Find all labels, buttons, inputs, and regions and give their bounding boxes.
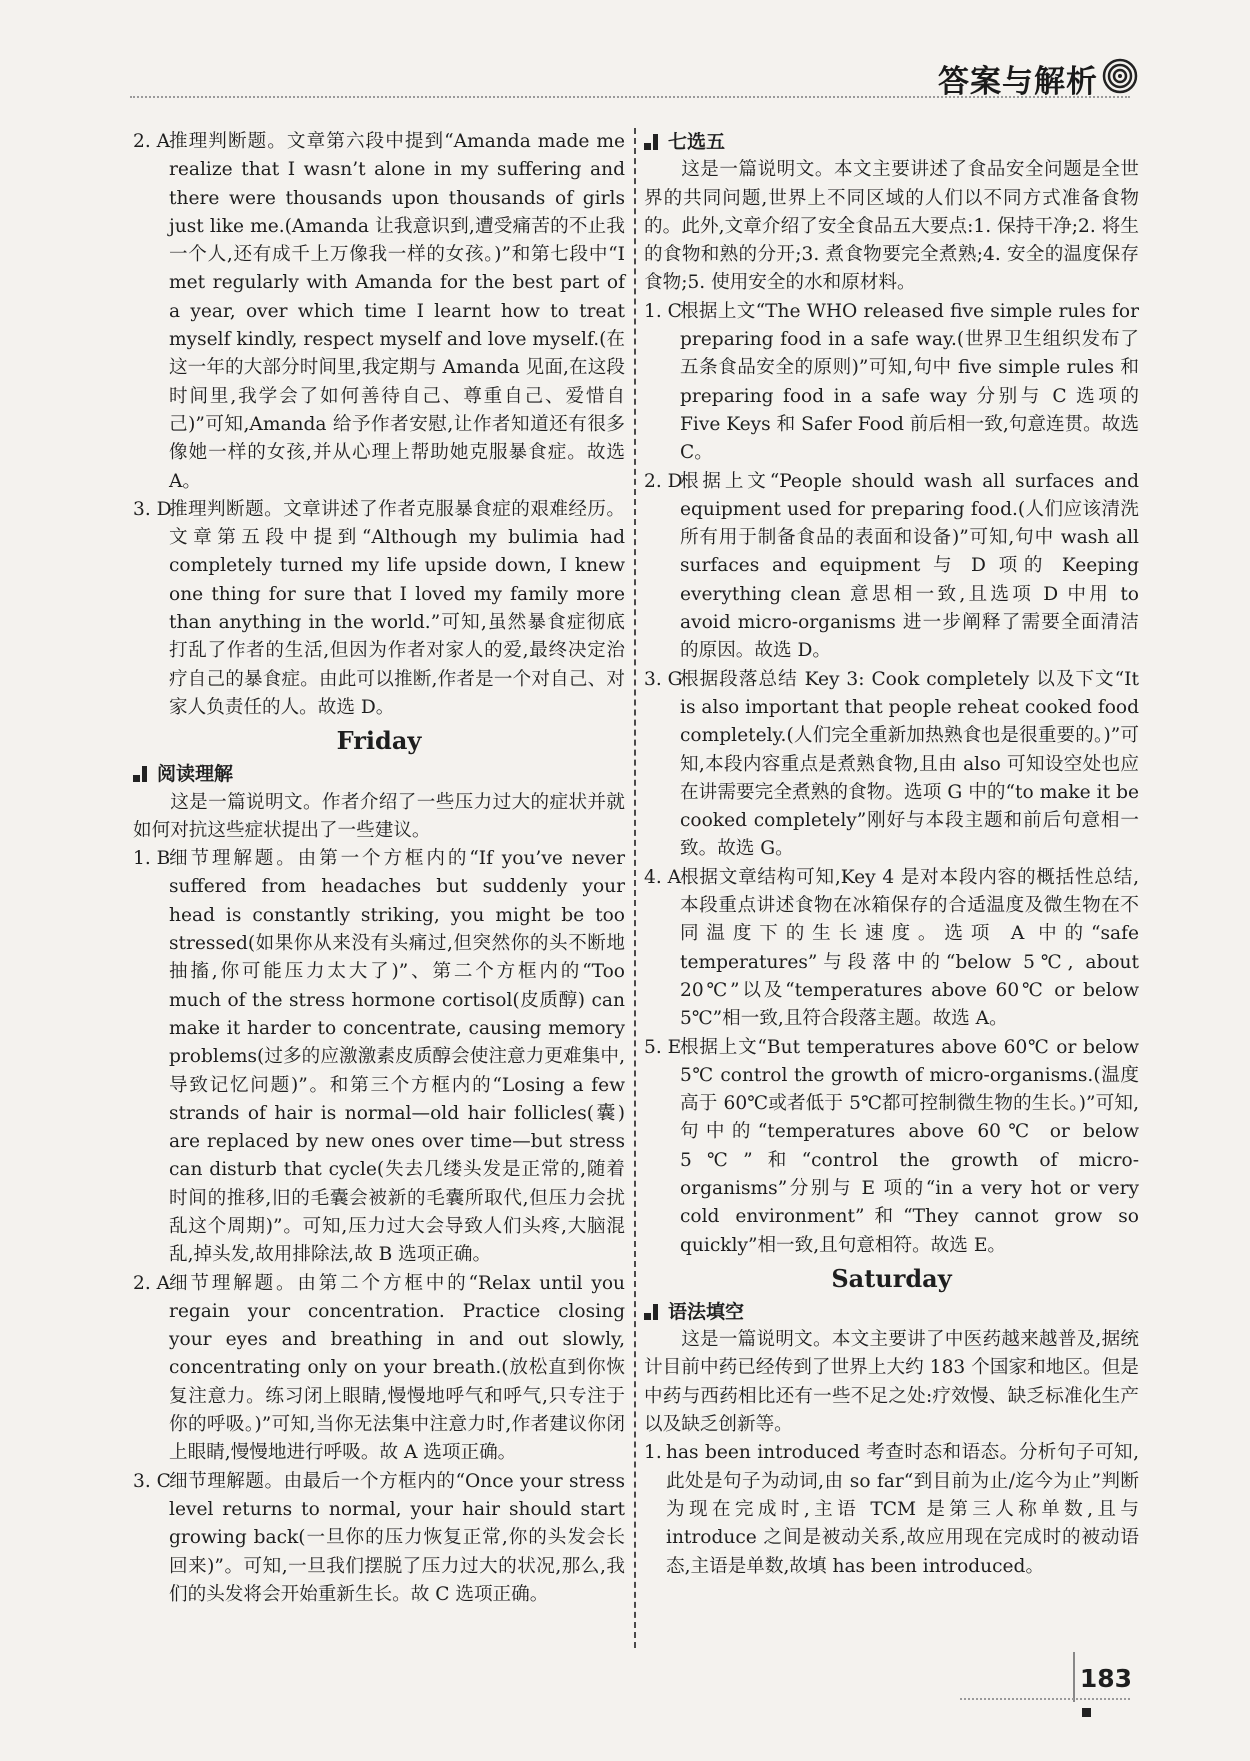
target-icon: [1102, 58, 1138, 94]
answer-item: [644, 468, 1139, 666]
answer-text: 根据上文“But temperatures above 60℃ or below 5℃ control the growth of micro-organisms.(温度高于 60℃或者低于 5℃都可控制微生物的生长。)”可知,句中的“temperatures above 60℃ or below 5℃”和“control the growth of micro-organisms”分别与 E 项的“in a very hot or very cold environment”和“They cannot grow so quickly”相一致,且句意相符。故选 E。: [680, 1036, 1139, 1256]
section-intro: 这是一篇说明文。作者介绍了一些压力过大的症状并就如何对抗这些症状提出了一些建议。: [133, 791, 625, 841]
answer-item: [644, 1034, 1139, 1260]
section-title: 语法填空: [668, 1300, 745, 1323]
section-heading: [644, 1298, 1139, 1326]
answer-text: 根据上文“The WHO released five simple rules for preparing food in a safe way.(世界卫生组织发布了五条食品安全的原则)”可知,句中 five simple rules 和 preparing food in a safe way 分别与 C 选项的 Five Keys 和 Safer Food 前后相一致,句意连贯。故选 C。: [680, 300, 1139, 464]
answer-item: [133, 1270, 625, 1468]
answer-text: 推理判断题。文章第六段中提到“Amanda made me realize that I wasn’t alone in my suffering and there were thousands upon thousands of girls just like me.(Amanda 让我意识到,遭受痛苦的不止我一个人,还有成千上万像我一样的女孩。)”和第七段中“I met regularly with Amanda for the best part of a year, over which time I learnt how to treat myself kindly, respect myself and love myself.(在这一年的大部分时间里,我定期与 Amanda 见面,在这段时间里,我学会了如何善待自己、尊重自己、爱惜自己)”可知,Amanda 给予作者安慰,让作者知道还有很多像她一样的女孩,并从心理上帮助她克服暴食症。故选 A。: [169, 131, 625, 492]
footer-rule: [960, 1698, 1130, 1700]
answer-number: 1. B: [133, 848, 171, 870]
answer-text: 细节理解题。由第二个方框中的“Relax until you regain your concentration. Practice closing your eyes and breathing in and out slowly, concentrating only on your breath.(放松直到你恢复注意力。练习闭上眼睛,慢慢地呼气和呼气,只专注于你的呼吸。)”可知,当你无法集中注意力时,作者建议你闭上眼睛,慢慢地进行呼吸。故 A 选项正确。: [169, 1272, 625, 1464]
answer-text: 细节理解题。由最后一个方框内的“Once your stress level returns to normal, your hair should start growing back(一旦你的压力恢复正常,你的头发会长回来)”。可知,一旦我们摆脱了压力过大的状况,那么,我们的头发将会开始重新生长。故 C 选项正确。: [169, 1470, 625, 1605]
answer-text: 推理判断题。文章讲述了作者克服暴食症的艰难经历。文章第五段中提到“Although my bulimia had completely turned my life upside down, I knew one thing for sure that I loved my family more than anything in the world.”可知,虽然暴食症彻底打乱了作者的生活,但因为作者对家人的爱,最终决定治疗自己的暴食症。由此可以推断,作者是一个对自己、对家人负责任的人。故选 D。: [169, 498, 625, 718]
answer-text: 根据上文“People should wash all surfaces and equipment used for preparing food.(人们应该清洗所有用于制备食品的表面和设备)”可知,句中 wash all surfaces and equipment 与 D 项的 Keeping everything clean 意思相一致,且选项 D 中用 to avoid micro-organisms 进一步阐释了需要全面清洁的原因。故选 D。: [680, 470, 1139, 662]
section-intro: 这是一篇说明文。本文主要讲了中医药越来越普及,据统计目前中药已经传到了世界上大约 183 个国家和地区。但是中药与西药相比还有一些不足之处:疗效慢、缺乏标准化生产以及缺乏创新等。: [644, 1329, 1139, 1436]
answer-item: [133, 496, 625, 722]
answer-number: 2. A: [133, 131, 171, 152]
section-title: 七选五: [668, 131, 726, 153]
section-intro: 这是一篇说明文。本文主要讲述了食品安全问题是全世界的共同问题,世界上不同区域的人们以不同方式准备食物的。此外,文章介绍了安全食品五大要点:1. 保持干净;2. 将生的食物和熟的分开;3. 煮食物要完全煮熟;4. 安全的温度保存食物;5. 使用安全的水和原材料。: [644, 159, 1139, 294]
right-column: [644, 128, 1139, 1581]
section-heading: [133, 760, 625, 788]
answer-item: [133, 128, 625, 496]
answer-item: [644, 666, 1139, 864]
answer-text: 根据段落总结 Key 3: Cook completely 以及下文“It is also important that people reheat cooked food completely.(人们完全重新加热熟食也是很重要的。)”可知,本段内容重点是煮熟食物,且由 also 可知设空处也应在讲需要完全煮熟的食物。选项 G 中的“to make it be cooked completely”刚好与本段主题和前后句意相一致。故选 G。: [680, 668, 1139, 860]
answer-number: 3. C: [133, 1470, 171, 1492]
answer-item: [133, 1468, 625, 1609]
page-number: 183: [1079, 1664, 1132, 1693]
answer-number: 1.: [644, 1442, 662, 1464]
section-marker-icon: [644, 1304, 662, 1320]
answer-item: [644, 298, 1139, 468]
day-title-friday: Friday: [336, 726, 422, 756]
answer-item: [644, 864, 1139, 1034]
answer-text: 根据文章结构可知,Key 4 是对本段内容的概括性总结,本段重点讲述食物在冰箱保存的合适温度及微生物在不同温度下的生长速度。选项 A 中的“safe temperatures”与段落中的“below 5℃, about 20℃”以及“temperatures above 60℃ or below 5℃”相一致,且符合段落主题。故选 A。: [680, 866, 1139, 1030]
footer-square: [1082, 1708, 1091, 1717]
answer-item: [133, 845, 625, 1269]
answer-number: 3. D: [133, 498, 172, 520]
answer-number: 1. C: [644, 300, 682, 322]
header-title: 答案与解析: [938, 64, 1098, 100]
answer-number: 3. G: [644, 668, 683, 690]
section-marker-icon: [644, 134, 662, 150]
left-column: [133, 128, 625, 1609]
answer-text: 细节理解题。由第一个方框内的“If you’ve never suffered from headaches but suddenly your head is constantly striking, you might be too stressed(如果你从来没有头痛过,但突然你的头不断地抽搐,你可能压力太大了)”、第二个方框内的“Too much of the stress hormone cortisol(皮质醇) can make it harder to concentrate, causing memory problems(过多的应激激素皮质醇会使注意力更难集中,导致记忆问题)”。和第三个方框内的“Losing a few strands of hair is normal—old hair follicles(囊) are replaced by new ones over time—but stress can disturb that cycle(失去几缕头发是正常的,随着时间的推移,旧的毛囊会被新的毛囊所取代,但压力会扰乱这个周期)”。可知,压力过大会导致人们头疼,大脑混乱,掉头发,故用排除法,故 B 选项正确。: [169, 848, 625, 1266]
column-divider: [634, 128, 636, 1648]
page-number-bar: [1073, 1652, 1075, 1702]
answer-item: [644, 1439, 1139, 1580]
day-title-saturday: Saturday: [831, 1263, 952, 1293]
answer-number: 2. D: [644, 470, 683, 492]
section-heading: [644, 128, 1139, 156]
section-title: 阅读理解: [157, 763, 234, 786]
answer-number: 2. A: [133, 1272, 171, 1294]
answer-text: has been introduced 考查时态和语态。分析句子可知,此处是句子为动词,由 so far“到目前为止/迄今为止”判断为现在完成时,主语 TCM 是第三人称单数,且与 introduce 之间是被动关系,故应用现在完成时的被动语态,主语是单数,故填 has been introduced。: [666, 1442, 1139, 1577]
section-marker-icon: [133, 766, 151, 782]
answer-number: 5. E: [644, 1036, 682, 1058]
answer-number: 4. A: [644, 866, 682, 888]
